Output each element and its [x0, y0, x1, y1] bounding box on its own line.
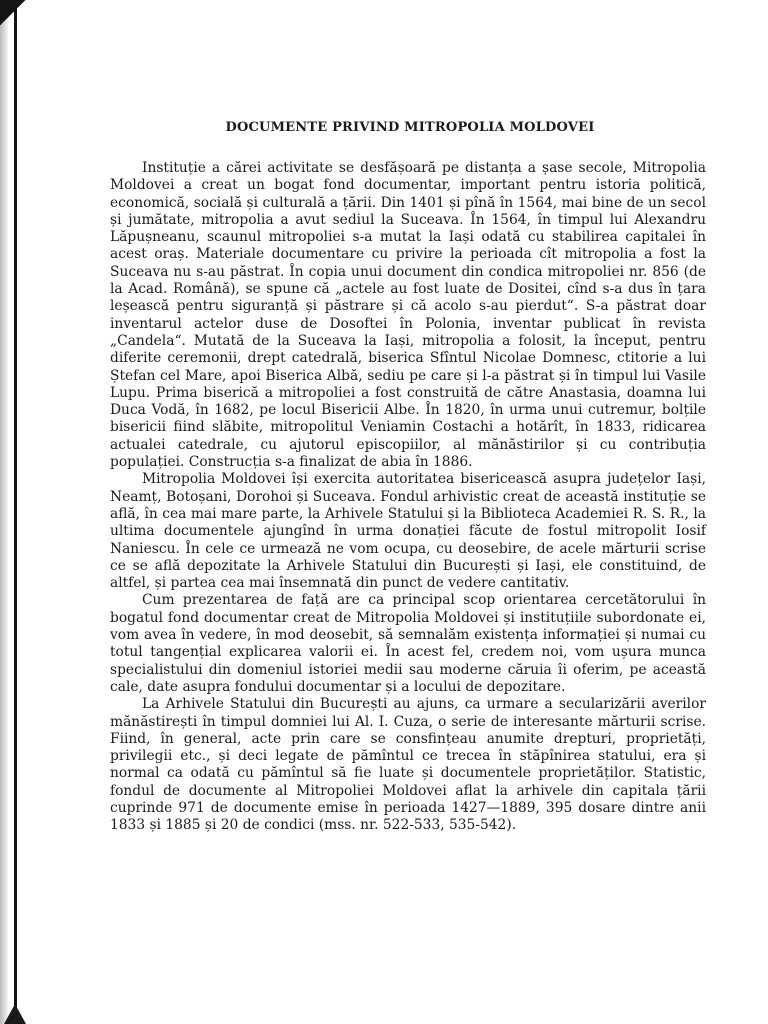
document-title: DOCUMENTE PRIVIND MITROPOLIA MOLDOVEI: [225, 120, 595, 135]
binding-corner: [0, 0, 30, 26]
binding-line: [14, 0, 17, 1024]
paragraph: Mitropolia Moldovei își exercita autoritatea bisericească asupra județelor Iași, Neamț, Botoșani, Dorohoi și Suceava. Fondul arhivistic creat de această instituție se află, în cea mai mare parte, la Arhivele Statului și la Biblioteca Academiei R. S. R., la ultima documentele ajungînd în urma donației făcute de fostul mitropolit Iosif Naniescu. În cele ce urmează ne vom ocupa, cu deosebire, de acele mărturii scrise ce se află depozitate la Arhivele Statului din București și Iași, ele constituind, de altfel, și partea cea mai însemnată din punct de vedere cantitativ.: [110, 471, 706, 592]
paragraph: Instituție a cărei activitate se desfășoară pe distanța a șase secole, Mitropolia Moldovei a creat un bogat fond documentar, important pentru istoria politică, economică, socială și culturală a țării. Din 1401 și pînă în 1564, mai bine de un secol și jumătate, mitropolia a avut sediul la Suceava. În 1564, în timpul lui Alexandru Lăpușneanu, scaunul mitropoliei s-a mutat la Iași odată cu stabilirea capitalei în acest oraș. Materiale documentare cu privire la perioada cît mitropolia a fost la Suceava nu s-au păstrat. În copia unui document din condica mitropoliei nr. 856 (de la Acad. Română), se spune că „actele au fost luate de Dositei, cînd s-a dus în țara leșească pentru siguranță și păstrare și că acolo s-au pierdut“. S-a păstrat doar inventarul actelor duse de Dosoftei în Polonia, inventar publicat în revista „Candela“. Mutată de la Suceava la Iași, mitropolia a folosit, la început, pentru diferite ceremonii, drept catedrală, biserica Sfîntul Nicolae Domnesc, ctitorie a lui Ștefan cel Mare, apoi Biserica Albă, sediu pe care și l-a păstrat și în timpul lui Vasile Lupu. Prima biserică a mitropoliei a fost construită de către Anastasia, doamna lui Duca Vodă, în 1682, pe locul Bisericii Albe. În 1820, în urma unui cutremur, bolțile bisericii fiind slăbite, mitropolitul Veniamin Costachi a hotărît, în 1833, ridicarea actualei catedrale, cu ajutorul episcopiilor, al mănăstirilor și cu contribuția populației. Construcția s-a finalizat de abia în 1886.: [110, 160, 706, 471]
binding-shadow: [0, 0, 8, 1024]
paragraph: Cum prezentarea de față are ca principal scop orientarea cercetătorului în bogatul fond documentar creat de Mitropolia Moldovei și instituțiile subordonate ei, vom avea în vedere, în mod deosebit, să semnalăm existența informației și numai cu totul tangențial explicarea valorii ei. În acest fel, credem noi, vom ușura munca specialistului din domeniul istoriei medii sau moderne căruia îi oferim, pe această cale, date asupra fondului documentar și a locului de depozitare.: [110, 592, 706, 695]
page-body: [110, 119, 706, 835]
page-binding-edge: [0, 0, 30, 1024]
paragraph: La Arhivele Statului din București au ajuns, ca urmare a secularizării averilor mănăstirești în timpul domniei lui Al. I. Cuza, o serie de interesante mărturii scrise. Fiind, în general, acte prin care se consfințeau anumite drepturi, proprietăți, privilegii etc., și deci legate de pămîntul ce trecea în stăpînirea statului, era și normal ca odată cu pămîntul să fie luate și documentele proprietăților. Statistic, fondul de documente al Mitropoliei Moldovei aflat la arhivele din capitala țării cuprinde 971 de documente emise în perioada 1427—1889, 395 dosare dintre anii 1833 și 1885 și 20 de condici (mss. nr. 522-533, 535-542).: [110, 696, 706, 834]
